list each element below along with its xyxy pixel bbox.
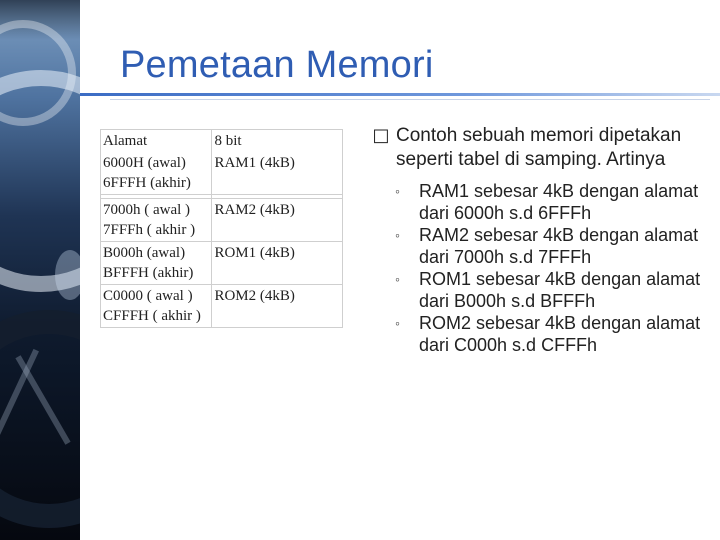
table-header-row xyxy=(101,130,343,153)
slide-title: Pemetaan Memori xyxy=(120,44,434,86)
square-bullet-icon: □ xyxy=(372,125,390,146)
list-item xyxy=(372,312,702,356)
address-range xyxy=(101,152,212,195)
address-start: B000h (awal) xyxy=(103,245,186,261)
address-range xyxy=(101,199,212,242)
circle-bullet-icon: ◦ xyxy=(395,315,400,331)
decorative-side-image xyxy=(0,0,80,540)
title-underline xyxy=(80,93,720,96)
list-item-text: ROM2 sebesar 4kB dengan alamat dari C000h s.d CFFFh xyxy=(419,313,701,355)
list-item xyxy=(372,268,702,312)
decor-light-flare xyxy=(55,250,80,300)
intro-text: Contoh sebuah memori dipetakan seperti tabel di samping. Artinya xyxy=(396,125,682,170)
circle-bullet-icon: ◦ xyxy=(395,227,400,243)
address-range xyxy=(101,285,212,328)
table-row xyxy=(101,152,343,195)
address-start: 6000H (awal) xyxy=(103,155,186,171)
address-end: BFFFH (akhir) xyxy=(103,265,194,281)
address-start: C0000 ( awal ) xyxy=(103,288,193,304)
memory-map-table xyxy=(100,129,343,328)
list-item xyxy=(372,180,702,224)
sub-bullet-list xyxy=(372,180,702,356)
header-address: Alamat xyxy=(101,130,212,153)
circle-bullet-icon: ◦ xyxy=(395,183,400,199)
list-item-text: ROM1 sebesar 4kB dengan alamat dari B000h s.d BFFFh xyxy=(419,269,701,311)
list-item-text: RAM2 sebesar 4kB dengan alamat dari 7000h s.d 7FFFh xyxy=(419,225,699,267)
title-underline-thin xyxy=(110,99,710,100)
chip-label: RAM1 (4kB) xyxy=(212,152,343,195)
address-range xyxy=(101,242,212,285)
chip-label: ROM1 (4kB) xyxy=(212,242,343,285)
table-row xyxy=(101,242,343,285)
main-bullet xyxy=(372,124,702,172)
table-row xyxy=(101,199,343,242)
address-end: 6FFFH (akhir) xyxy=(103,175,191,191)
address-end: CFFFH ( akhir ) xyxy=(103,308,201,324)
list-item xyxy=(372,224,702,268)
chip-label: ROM2 (4kB) xyxy=(212,285,343,328)
decor-wheel xyxy=(0,310,80,528)
slide-content xyxy=(372,124,702,356)
address-start: 7000h ( awal ) xyxy=(103,202,191,218)
address-end: 7FFFh ( akhir ) xyxy=(103,222,196,238)
list-item-text: RAM1 sebesar 4kB dengan alamat dari 6000h s.d 6FFFh xyxy=(419,181,699,223)
chip-label: RAM2 (4kB) xyxy=(212,199,343,242)
header-width: 8 bit xyxy=(212,130,343,153)
table-row xyxy=(101,285,343,328)
circle-bullet-icon: ◦ xyxy=(395,271,400,287)
